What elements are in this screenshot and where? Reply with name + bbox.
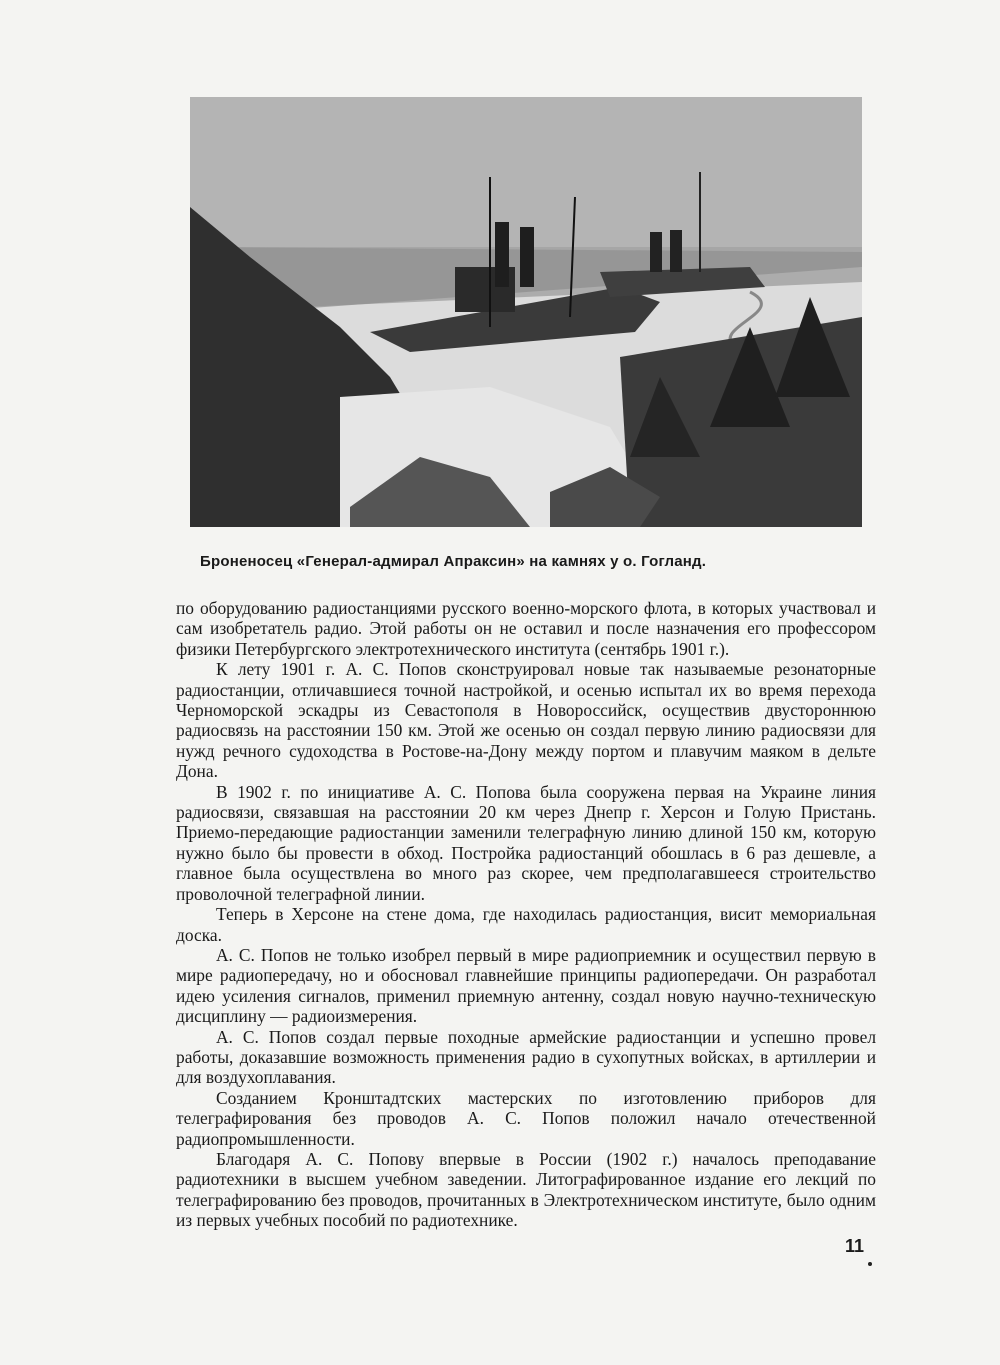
paragraph: В 1902 г. по инициативе А. С. Попова была сооружена первая на Украине линия радиосвязи, связавшая на расстоянии 20 км через Днепр г. Херсон и Голую Пристань. Приемо-передающие радиостанции заменили телеграфную линию длиной 150 км, которую нужно было бы провести в обход. Постройка радиостанций обошлась в 6 раз дешевле, а главное была осуществлена во много раз скорее, чем предполагавшееся строительство проволочной телеграфной линии. xyxy=(176,781,876,904)
paragraph: А. С. Попов создал первые походные армейские радиостанции и успешно провел работы, доказавшие возможность применения радио в сухопутных войсках, в артиллерии и для воздухоплавания. xyxy=(176,1026,876,1088)
body-text xyxy=(176,598,876,1231)
ship-photo-illustration xyxy=(190,97,862,527)
paragraph: Теперь в Херсоне на стене дома, где находилась радиостанция, висит мемориальная доска. xyxy=(176,904,876,945)
page-dot xyxy=(868,1262,872,1266)
paragraph: Благодаря А. С. Попову впервые в России (1902 г.) началось преподавание радиотехники в высшем учебном заведении. Литографированное издание его лекций по телеграфированию без проводов, прочитанных в Электротехническом институте, было одним из первых учебных пособий по радиотехнике. xyxy=(176,1148,876,1231)
page-number: 11 xyxy=(845,1236,865,1256)
photo-caption: Броненосец «Генерал-адмирал Апраксин» на камнях у о. Гогланд. xyxy=(200,553,707,570)
ship-photo xyxy=(190,97,862,527)
paragraph: А. С. Попов не только изобрел первый в мире радиоприемник и осуществил первую в мире радиопередачу, но и обосновал главнейшие принципы радиопередачи. Он разработал идею усиления сигналов, применил приемную антенну, создал новую научно-техническую дисциплину — радиоизмерения. xyxy=(176,944,876,1027)
paragraph: по оборудованию радиостанциями русского военно-морского флота, в которых участвовал и сам изобретатель радио. Этой работы он не оставил и после назначения его профессором физики Петербургского электротехнического института (сентябрь 1901 г.). xyxy=(176,598,876,659)
paragraph: К лету 1901 г. А. С. Попов сконструировал новые так называемые резонаторные радиостанции, отличавшиеся точной настройкой, и осенью испытал их во время перехода Черноморской эскадры из Севастополя в Новороссийск, осуществив двустороннюю радиосвязь на расстоянии 150 км. Этой же осенью он создал первую линию радиосвязи для нужд речного судоходства в Ростове-на-Дону между портом и плавучим маяком в дельте Дона. xyxy=(176,659,876,782)
paragraph: Созданием Кронштадтских мастерских по изготовлению приборов для телеграфирования без проводов А. С. Попов положил начало отечественной радиопромышленности. xyxy=(176,1087,876,1149)
